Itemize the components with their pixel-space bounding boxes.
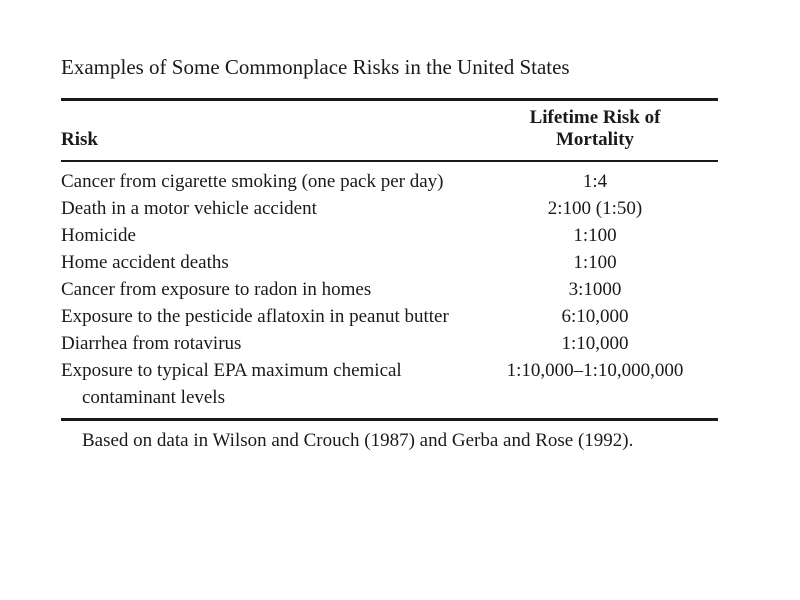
header-value-line1: Lifetime Risk of	[529, 107, 661, 128]
table-row	[61, 168, 718, 195]
table-row	[61, 276, 718, 303]
row-value: 2:100 (1:50)	[547, 197, 643, 219]
header-lifetime-risk	[472, 107, 718, 151]
row-risk: Exposure to the pesticide aflatoxin in peanut butter	[61, 305, 449, 327]
table-row	[61, 222, 718, 249]
row-risk: Home accident deaths	[61, 251, 229, 273]
table-row	[61, 249, 718, 276]
header-risk: Risk	[61, 129, 98, 150]
row-risk: Homicide	[61, 224, 136, 246]
bottom-rule	[61, 418, 718, 421]
row-risk: Death in a motor vehicle accident	[61, 197, 317, 219]
row-value: 1:10,000–1:10,000,000	[506, 359, 684, 381]
row-risk: Cancer from cigarette smoking (one pack per day)	[61, 170, 444, 192]
table-header	[61, 101, 718, 160]
header-value-line2: Mortality	[555, 129, 635, 150]
row-value: 3:1000	[568, 278, 622, 300]
table-footnote: Based on data in Wilson and Crouch (1987) and Gerba and Rose (1992).	[82, 429, 634, 451]
row-value: 1:100	[573, 224, 617, 246]
row-risk: Diarrhea from rotavirus	[61, 332, 242, 354]
row-value: 1:10,000	[561, 332, 629, 354]
table-body	[61, 162, 718, 418]
table-row	[61, 303, 718, 330]
row-risk: Cancer from exposure to radon in homes	[61, 278, 372, 300]
table-title: Examples of Some Commonplace Risks in the United States	[61, 55, 570, 79]
table-row	[61, 330, 718, 357]
row-risk: Exposure to typical EPA maximum chemical contaminant levels	[61, 359, 402, 408]
risk-table-document	[61, 52, 718, 454]
row-value: 6:10,000	[561, 305, 629, 327]
table-row	[61, 357, 718, 411]
row-value: 1:4	[582, 170, 608, 192]
row-value: 1:100	[573, 251, 617, 273]
table-row	[61, 195, 718, 222]
